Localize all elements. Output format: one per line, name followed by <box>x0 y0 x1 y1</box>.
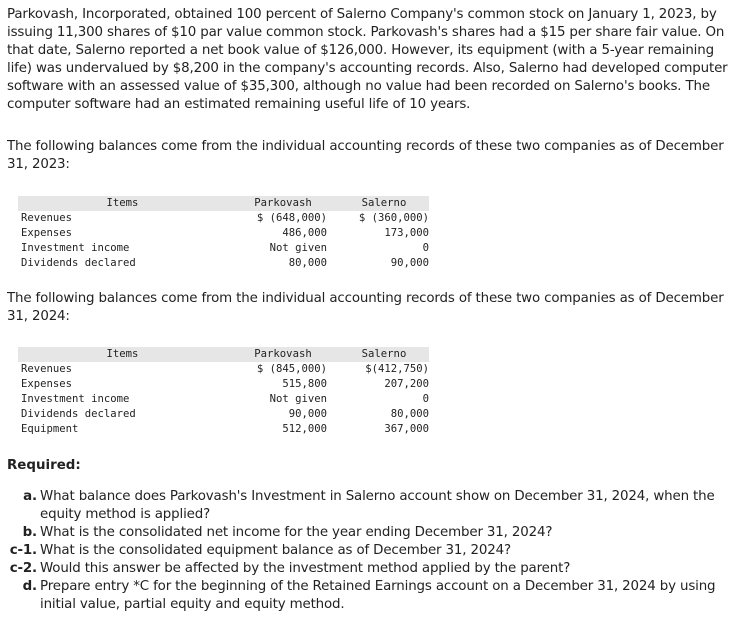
row-salerno-value: 367,000 <box>384 423 429 435</box>
column-header-parkovash: Parkovash <box>239 347 327 362</box>
question-list <box>0 488 732 614</box>
question-d <box>0 578 726 614</box>
row-salerno-value: $ (360,000) <box>358 212 429 224</box>
question-text: What balance does Parkovash's Investment in Salerno account show on December 31, 2024, when the equity method is applied? <box>40 489 715 522</box>
table-row <box>18 211 429 226</box>
question-text: What is the consolidated net income for the year ending December 31, 2024? <box>40 525 553 540</box>
table-header-row <box>18 347 429 362</box>
row-item-label: Expenses <box>21 227 73 239</box>
balances-2023-table <box>18 196 429 271</box>
row-salerno-value: 90,000 <box>390 257 429 269</box>
intro-paragraph: Parkovash, Incorporated, obtained 100 percent of Salerno Company's common stock on January 1, 2023, by issuing 11,300 shares of $10 par value common stock. Parkovash's shares had a $15 per share fair value. On that date, Salerno reported a net book value of $126,000. However, its equipment (with a 5-year remaining life) was undervalued by $8,200 in the company's accounting records. Also, Salerno had developed computer software with an assessed value of $35,300, although no value had been recorded on Salerno's books. The computer software had an estimated remaining useful life of 10 years. <box>7 7 728 112</box>
row-salerno-value: 80,000 <box>390 408 429 420</box>
row-item-label: Revenues <box>21 212 73 224</box>
row-parkovash-value: 512,000 <box>282 423 327 435</box>
row-item-label: Investment income <box>21 242 130 254</box>
row-item-label: Investment income <box>21 393 130 405</box>
question-c1 <box>0 542 726 560</box>
table-header-row <box>18 196 429 211</box>
row-parkovash-value: Not given <box>269 393 327 405</box>
row-item-label: Dividends declared <box>21 257 136 269</box>
question-text: What is the consolidated equipment balance as of December 31, 2024? <box>40 543 511 558</box>
row-parkovash-value: $ (845,000) <box>256 363 327 375</box>
column-header-salerno: Salerno <box>339 196 429 211</box>
row-salerno-value: 207,200 <box>384 378 429 390</box>
question-b <box>0 524 726 542</box>
table-row <box>18 241 429 256</box>
question-text: Would this answer be affected by the investment method applied by the parent? <box>40 561 571 576</box>
column-header-salerno: Salerno <box>339 347 429 362</box>
row-item-label: Revenues <box>21 363 73 375</box>
balances-2024-table <box>18 347 429 437</box>
question-marker: c-2. <box>9 561 37 576</box>
table-row <box>18 362 429 377</box>
row-salerno-value: 173,000 <box>384 227 429 239</box>
question-marker: b. <box>22 525 37 540</box>
table-row <box>18 392 429 407</box>
row-salerno-value: 0 <box>422 393 429 405</box>
table-row <box>18 377 429 392</box>
column-header-items: Items <box>18 196 227 211</box>
row-item-label: Expenses <box>21 378 73 390</box>
question-marker: c-1. <box>9 543 37 558</box>
balances-2023-intro: The following balances come from the individual accounting records of these two companies as of December 31, 2023: <box>7 139 724 172</box>
row-salerno-value: 0 <box>422 242 429 254</box>
question-text: Prepare entry *C for the beginning of the Retained Earnings account on a December 31, 2024 by using initial value, partial equity and equity method. <box>40 579 716 612</box>
row-parkovash-value: 90,000 <box>288 408 327 420</box>
row-salerno-value: $(412,750) <box>365 363 429 375</box>
balances-2024-intro: The following balances come from the individual accounting records of these two companies as of December 31, 2024: <box>7 291 724 324</box>
row-parkovash-value: Not given <box>269 242 327 254</box>
table-row <box>18 407 429 422</box>
row-parkovash-value: 515,800 <box>282 378 327 390</box>
row-item-label: Equipment <box>21 423 79 435</box>
question-marker: d. <box>22 579 37 594</box>
table-row <box>18 226 429 241</box>
required-heading: Required: <box>7 458 81 473</box>
row-parkovash-value: 80,000 <box>288 257 327 269</box>
column-header-items: Items <box>18 347 227 362</box>
row-item-label: Dividends declared <box>21 408 136 420</box>
table-row <box>18 422 429 437</box>
question-a <box>0 488 726 524</box>
question-marker: a. <box>23 489 37 504</box>
row-parkovash-value: 486,000 <box>282 227 327 239</box>
row-parkovash-value: $ (648,000) <box>256 212 327 224</box>
table-row <box>18 256 429 271</box>
question-c2 <box>0 560 726 578</box>
column-header-parkovash: Parkovash <box>239 196 327 211</box>
